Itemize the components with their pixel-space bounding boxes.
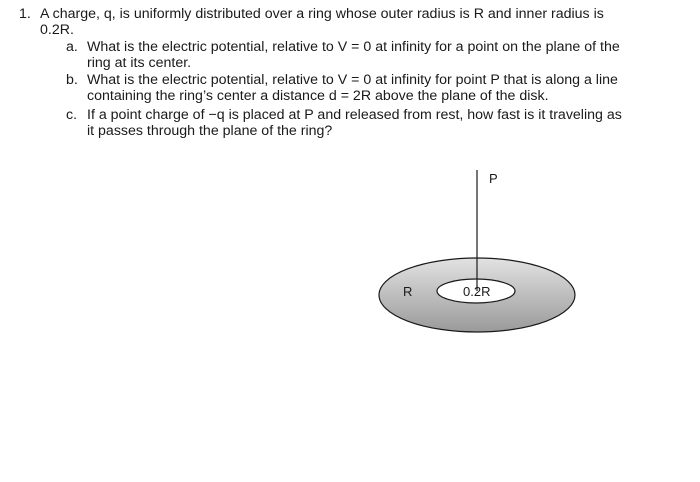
part-c-text: If a point charge of −q is placed at P and released from rest, how fast is it traveling as it passes through the plane of the ring?	[87, 107, 622, 139]
part-a-text: What is the electric potential, relative to V = 0 at infinity for a point on the plane of the ring at its center.	[87, 39, 620, 71]
part-b-letter: b.	[66, 72, 78, 88]
part-a-letter: a.	[66, 39, 78, 55]
point-p-label: P	[489, 171, 498, 186]
part-b-text: What is the electric potential, relative to V = 0 at infinity for point P that is along a line containing the ring’s center a distance d = 2R above the plane of the disk.	[87, 72, 618, 104]
inner-radius-label: 0.2R	[463, 284, 491, 299]
question-stem: A charge, q, is uniformly distributed over a ring whose outer radius is R and inner radius is 0.2R.	[40, 6, 604, 38]
outer-radius-label: R	[403, 284, 413, 299]
part-c-letter: c.	[66, 107, 78, 123]
question-number: 1.	[19, 6, 31, 22]
